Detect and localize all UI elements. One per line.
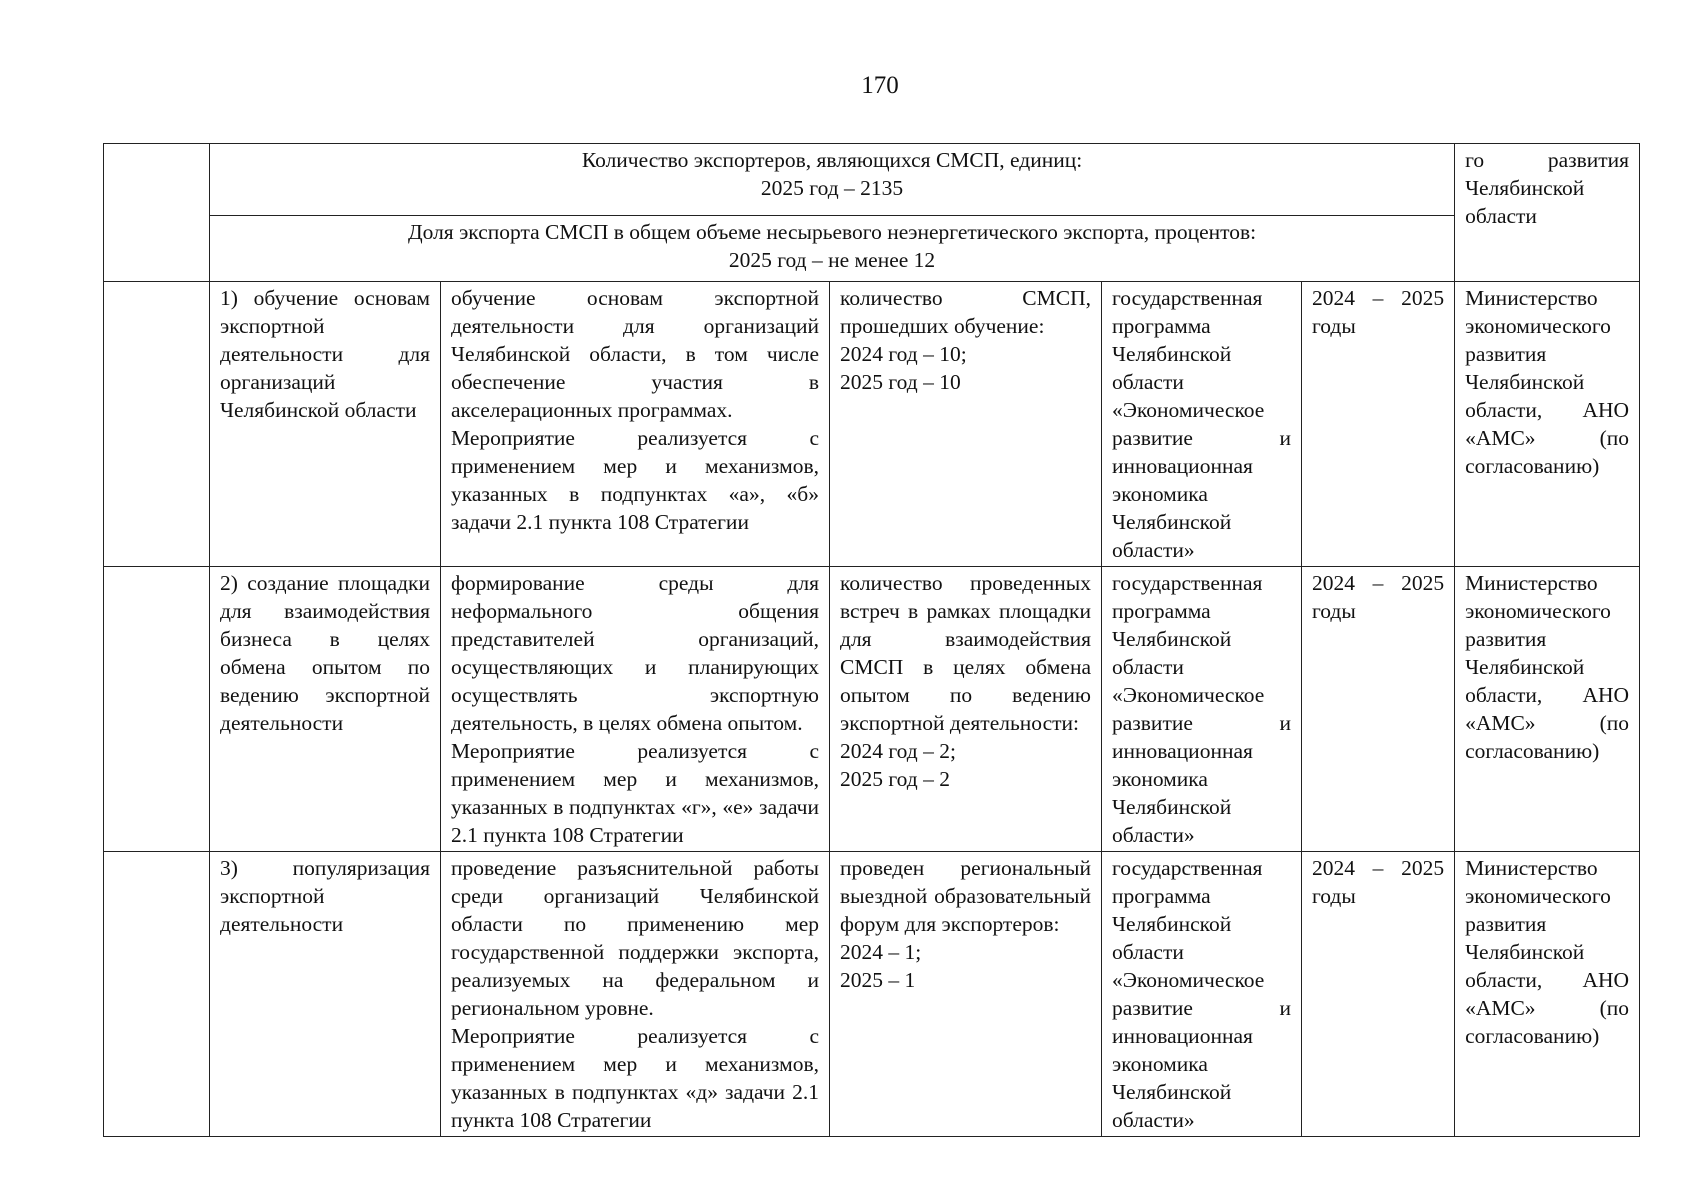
period-cell: 2024 – 2025 годы [1302, 567, 1455, 852]
row-number-cell [104, 852, 210, 1137]
measure-name-cell: 1) обучение основам экспортной деятельности для организаций Челябинской области [210, 282, 441, 567]
indicator-values: 2024 – 1; 2025 – 1 [840, 940, 922, 992]
responsible-cell: Министерство экономического развития Челябинской области, АНО «АМС» (по согласованию) [1455, 852, 1640, 1137]
header-row-exporters [104, 144, 1640, 216]
program-cell: государственная программа Челябинской области «Экономическое развитие и инновационная экономика Челябинской области» [1102, 852, 1302, 1137]
page-number: 170 [861, 72, 899, 99]
indicator-text: количество проведенных встреч в рамках площадки для взаимодействия СМСП в целях обмена опытом по ведению экспортной деятельности: [840, 571, 1091, 735]
table-row [104, 567, 1640, 852]
responsible-cell: Министерство экономического развития Челябинской области, АНО «АМС» (по согласованию) [1455, 567, 1640, 852]
measures-table [103, 143, 1640, 1137]
indicator-cell [830, 282, 1102, 567]
period-cell: 2024 – 2025 годы [1302, 852, 1455, 1137]
indicator-cell [830, 567, 1102, 852]
row-number-cell [104, 567, 210, 852]
measure-description-text: формирование среды для неформального общения представителей организаций, осуществляющих и планирующих осуществлять экспортную деятельность, в целях обмена опытом. [451, 571, 819, 735]
measure-implementation-note: Мероприятие реализуется с применением мер и механизмов, указанных в подпунктах «г», «е» задачи 2.1 пункта 108 Стратегии [451, 739, 819, 847]
indicator-values: 2024 год – 2; 2025 год – 2 [840, 739, 956, 791]
measure-description-cell [441, 282, 830, 567]
indicator-values: 2024 год – 10; 2025 год – 10 [840, 342, 967, 394]
header-export-share-title: Доля экспорта СМСП в общем объеме несырьевого неэнергетического экспорта, процентов: [407, 220, 1257, 244]
measure-implementation-note: Мероприятие реализуется с применением мер и механизмов, указанных в подпунктах «а», «б» задачи 2.1 пункта 108 Стратегии [451, 426, 819, 534]
program-cell: государственная программа Челябинской области «Экономическое развитие и инновационная экономика Челябинской области» [1102, 567, 1302, 852]
header-export-share-target: 2025 год – не менее 12 [728, 248, 936, 272]
row-number-cell [104, 282, 210, 567]
header-blank-cell [104, 144, 210, 282]
table-row [104, 852, 1640, 1137]
table-row [104, 282, 1640, 567]
header-responsible-continuation: го развития Челябинской области [1455, 144, 1640, 282]
period-cell: 2024 – 2025 годы [1302, 282, 1455, 567]
measure-description-cell [441, 852, 830, 1137]
header-exporters-cell [210, 144, 1455, 216]
header-row-export-share [104, 216, 1640, 282]
measure-name-cell: 3) популяризация экспортной деятельности [210, 852, 441, 1137]
measure-description-text: проведение разъяснительной работы среди организаций Челябинской области по применению мер государственной поддержки экспорта, реализуемых на федеральном и региональном уровне. [451, 856, 819, 1020]
responsible-cell: Министерство экономического развития Челябинской области, АНО «АМС» (по согласованию) [1455, 282, 1640, 567]
header-exporters-title: Количество экспортеров, являющихся СМСП, единиц: [581, 148, 1083, 172]
measure-implementation-note: Мероприятие реализуется с применением мер и механизмов, указанных в подпунктах «д» задачи 2.1 пункта 108 Стратегии [451, 1024, 819, 1132]
program-cell: государственная программа Челябинской области «Экономическое развитие и инновационная экономика Челябинской области» [1102, 282, 1302, 567]
indicator-cell [830, 852, 1102, 1137]
indicator-text: проведен региональный выездной образовательный форум для экспортеров: [840, 856, 1091, 936]
indicator-text: количество СМСП, прошедших обучение: [840, 286, 1091, 338]
measure-description-cell [441, 567, 830, 852]
measure-name-cell: 2) создание площадки для взаимодействия бизнеса в целях обмена опытом по ведению экспортной деятельности [210, 567, 441, 852]
header-exporters-target: 2025 год – 2135 [760, 176, 904, 200]
header-export-share-cell [210, 216, 1455, 282]
measure-description-text: обучение основам экспортной деятельности для организаций Челябинской области, в том числе обеспечение участия в акселерационных программах. [451, 286, 819, 422]
